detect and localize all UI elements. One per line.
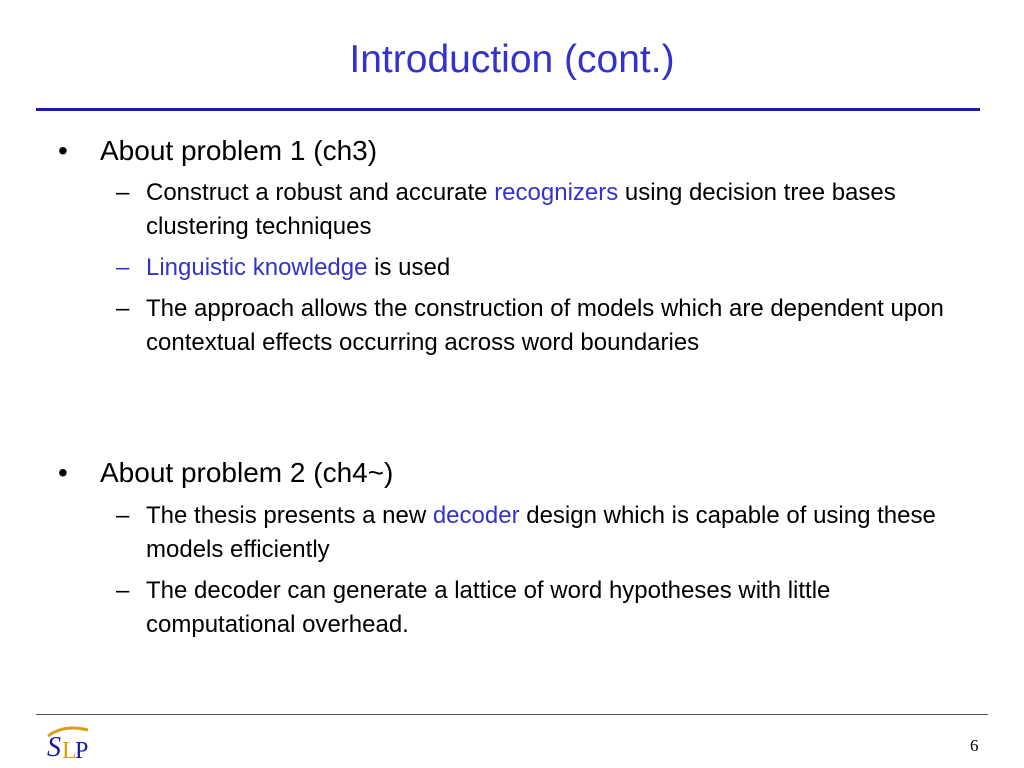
highlight-decoder: decoder <box>432 502 520 529</box>
svg-text:L: L <box>62 738 77 762</box>
bullet-marker: • <box>58 135 68 166</box>
dash-marker: – <box>116 179 130 206</box>
svg-text:S: S <box>47 732 61 762</box>
sub-bullet-text <box>146 574 966 642</box>
dash-marker: – <box>116 502 130 529</box>
bullet-marker: • <box>58 457 68 488</box>
text-part: The decoder can generate a lattice of word hypotheses with little computational overhead. <box>146 577 831 638</box>
slide-title: Introduction (cont.) <box>349 38 675 81</box>
sub-bullet-text <box>146 499 966 567</box>
text-part: The approach allows the construction of models which are dependent upon contextual effects occurring across word boundaries <box>146 295 944 356</box>
text-part: using decision tree bases clustering techniques <box>146 179 896 240</box>
highlight-linguistic-knowledge: Linguistic knowledge <box>146 254 368 281</box>
text-part: is used <box>367 254 451 281</box>
page-number: 6 <box>970 736 979 755</box>
dash-marker: – <box>116 254 130 281</box>
svg-text:P: P <box>75 738 89 762</box>
sub-bullet-text <box>146 251 966 285</box>
text-part: The thesis presents a new <box>146 502 433 529</box>
sub-bullet-text <box>146 176 966 244</box>
footer-divider <box>36 714 988 715</box>
slp-logo-icon <box>44 722 96 762</box>
text-part: design which is capable of using these models efficiently <box>146 502 936 563</box>
dash-marker: – <box>116 577 130 604</box>
bullet-heading: About problem 2 (ch4~) <box>100 457 394 488</box>
sub-bullet-text <box>146 292 966 360</box>
bullet-heading: About problem 1 (ch3) <box>100 135 378 166</box>
dash-marker: – <box>116 295 130 322</box>
highlight-recognizers: recognizers <box>494 179 619 206</box>
text-part: Construct a robust and accurate <box>146 179 495 206</box>
